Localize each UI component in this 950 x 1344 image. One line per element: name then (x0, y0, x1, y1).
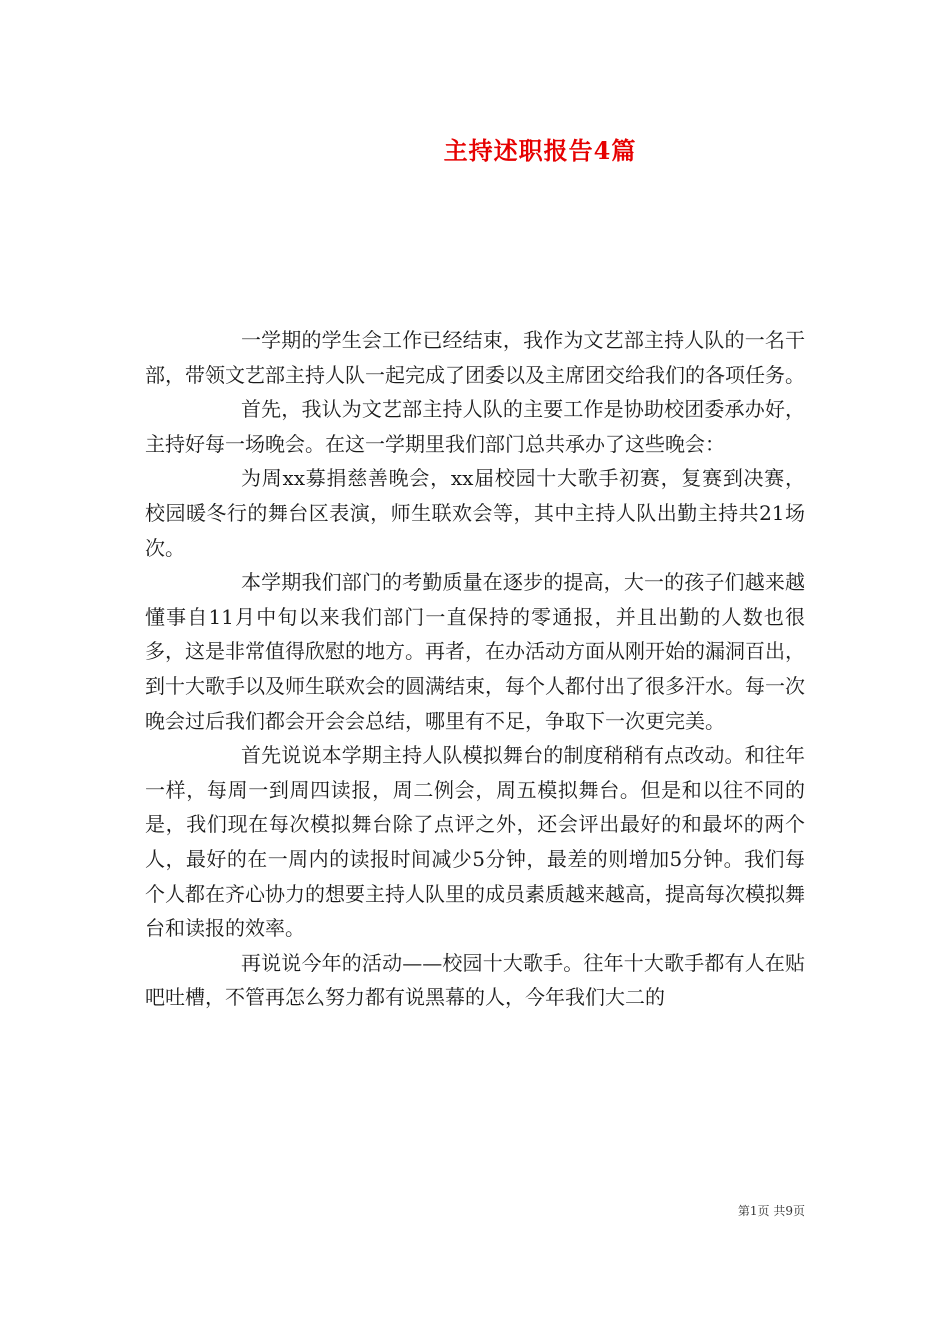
paragraph: 首先，我认为文艺部主持人队的主要工作是协助校团委承办好，主持好每一场晚会。在这一学期里我们部门总共承办了这些晚会： (145, 397, 805, 456)
paragraph: 再说说今年的活动——校园十大歌手。往年十大歌手都有人在贴吧吐槽，不管再怎么努力都有说黑幕的人，今年我们大二的 (145, 950, 805, 1010)
paragraph: 首先说说本学期主持人队模拟舞台的制度稍稍有点改动。和往年一样，每周一到周四读报，周二例会，周五模拟舞台。但是和以往不同的是，我们现在每次模拟舞台除了点评之外，还会评出最好的和最坏的两个人，最好的在一周内的读报时间减少5分钟，最差的则增加5分钟。我们每个人都在齐心协力的想要主持人队里的成员素质越来越高，提高每次模拟舞台和读报的效率。 (145, 743, 805, 941)
paragraph: 为周xx募捐慈善晚会，xx届校园十大歌手初赛，复赛到决赛，校园暖冬行的舞台区表演，师生联欢会等，其中主持人队出勤主持共21场次。 (145, 466, 805, 560)
paragraph: 本学期我们部门的考勤质量在逐步的提高，大一的孩子们越来越懂事自11月中旬以来我们部门一直保持的零通报，并且出勤的人数也很多，这是非常值得欣慰的地方。再者，在办活动方面从刚开始的漏洞百出，到十大歌手以及师生联欢会的圆满结束，每个人都付出了很多汗水。每一次晚会过后我们都会开会会总结，哪里有不足，争取下一次更完美。 (145, 570, 805, 733)
page-number: 第1页 共9页 (737, 1204, 805, 1218)
paragraph: 一学期的学生会工作已经结束，我作为文艺部主持人队的一名干部，带领文艺部主持人队一起完成了团委以及主席团交给我们的各项任务。 (145, 328, 805, 387)
document-title: 主持述职报告4篇 (443, 136, 637, 165)
document-body (145, 323, 805, 1015)
